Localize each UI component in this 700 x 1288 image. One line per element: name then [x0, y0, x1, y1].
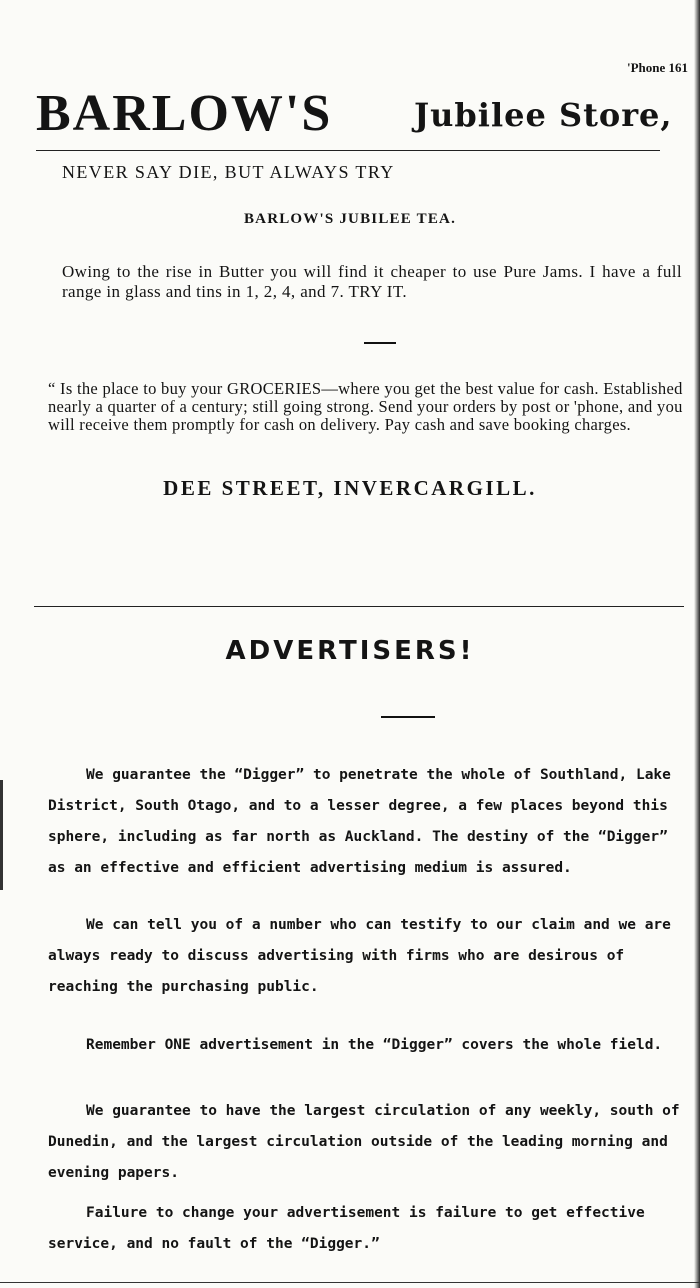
advertisers-title: ADVERTISERS! — [225, 636, 475, 666]
slogan: NEVER SAY DIE, BUT ALWAYS TRY — [62, 162, 395, 182]
section-divider — [34, 606, 684, 607]
advertisers-paragraph-1: We guarantee the “Digger” to penetrate the whole of Southland, Lake District, South Otago, and to a lesser degree, a few places beyond this sphere, including as far north as Auckland. The destiny of the “Digger” as an effective and efficient advertising medium is assured. — [48, 767, 671, 876]
phone-number: 'Phone 161 — [626, 60, 688, 75]
advertisers-paragraph-3: Remember ONE advertisement in the “Digger” covers the whole field. — [86, 1037, 663, 1053]
footer-rule — [0, 1282, 700, 1283]
tea-heading: BARLOW'S JUBILEE TEA. — [243, 211, 457, 227]
brand-name: BARLOW'S — [36, 85, 333, 142]
groceries-paragraph: “ Is the place to buy your GROCERIES—where you get the best value for cash. Established nearly a quarter of a century; still going strong. Send your orders by post or 'phone, and you will receive them promptly for cash on delivery. Pay cash and save booking charges. — [48, 379, 683, 434]
store-address: DEE STREET, INVERCARGILL. — [163, 476, 537, 500]
short-divider — [364, 342, 396, 344]
advertisers-paragraph-2: We can tell you of a number who can testify to our claim and we are always ready to discuss advertising with firms who are desirous of reaching the purchasing public. — [48, 917, 671, 995]
advertisers-paragraph-4: We guarantee to have the largest circulation of any weekly, south of Dunedin, and the largest circulation outside of the leading morning and evening papers. — [48, 1103, 680, 1181]
page-edge-mark — [0, 780, 3, 890]
butter-paragraph: Owing to the rise in Butter you will find it cheaper to use Pure Jams. I have a full range in glass and tins in 1, 2, 4, and 7. TRY IT. — [62, 262, 682, 301]
header-rule — [36, 150, 660, 151]
short-divider — [381, 716, 435, 718]
store-name: Jubilee Store, — [414, 96, 673, 134]
advertisers-paragraph-5: Failure to change your advertisement is failure to get effective service, and no fault of the “Digger.” — [48, 1205, 645, 1252]
